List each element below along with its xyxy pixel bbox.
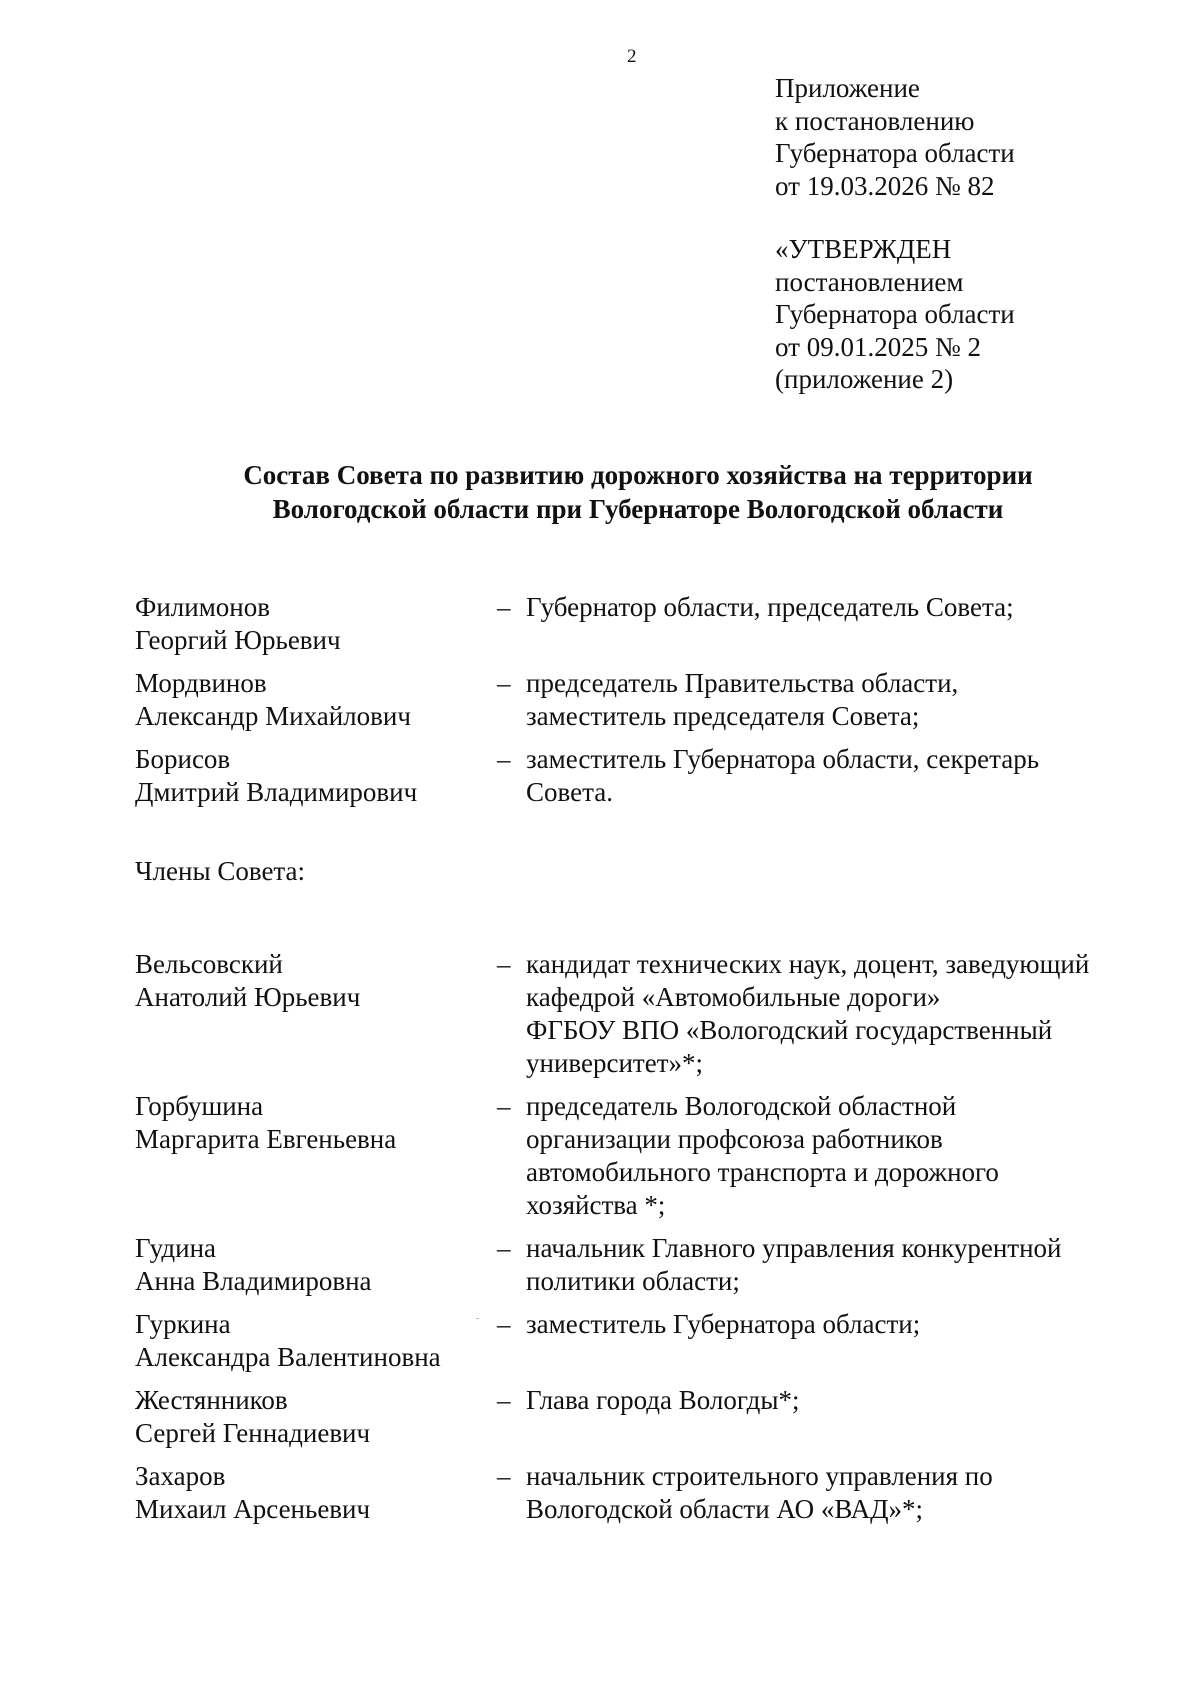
position-description: [526, 667, 1135, 733]
given-names: Михаил Арсеньевич: [135, 1494, 371, 1524]
given-names: Анна Владимировна: [135, 1266, 372, 1296]
dash-separator: –: [497, 1233, 511, 1263]
surname: Гуркина: [135, 1309, 231, 1339]
dash-separator: –: [497, 1309, 511, 1339]
document-title: [0, 458, 1200, 526]
approval-line: «УТВЕРЖДЕН: [775, 234, 952, 264]
position-line: Совета.: [526, 777, 613, 807]
approval-line: Губернатора области: [775, 299, 1015, 329]
position-line: заместитель председателя Совета;: [526, 701, 920, 731]
appendix-line: Губернатора области: [775, 138, 1015, 168]
appendix-line: от 19.03.2026 № 82: [775, 170, 995, 201]
given-names: Александра Валентиновна: [135, 1342, 441, 1372]
dash-separator: –: [497, 1461, 511, 1491]
position-description: [526, 591, 1135, 624]
appendix-line: к постановлению: [775, 105, 975, 136]
position-description: [526, 1384, 1135, 1417]
approval-line: от 09.01.2025 № 2: [775, 331, 981, 362]
position-line: председатель Правительства области,: [526, 668, 959, 698]
given-names: Маргарита Евгеньевна: [135, 1124, 397, 1154]
dash-separator: –: [497, 1091, 511, 1121]
position-line: Вологодской области АО «ВАД»*;: [526, 1494, 924, 1524]
dash-separator: –: [497, 1385, 511, 1415]
document-title-line: Состав Совета по развитию дорожного хозяйства на территории: [243, 460, 1033, 490]
dash-separator: –: [497, 949, 511, 979]
person-name: [135, 1090, 485, 1156]
appendix-line: Приложение: [775, 73, 920, 103]
position-description: [526, 743, 1135, 809]
given-names: Александр Михайлович: [135, 701, 411, 731]
dash-separator: –: [497, 668, 511, 698]
given-names: Сергей Геннадиевич: [135, 1418, 371, 1448]
position-line: хозяйства *;: [526, 1190, 666, 1220]
surname: Горбушина: [135, 1091, 264, 1121]
approval-block: [775, 233, 1015, 396]
surname: Филимонов: [135, 592, 270, 622]
given-names: Георгий Юрьевич: [135, 625, 341, 655]
appendix-block: [775, 72, 1015, 202]
person-name: [135, 1232, 485, 1298]
position-line: заместитель Губернатора области;: [526, 1309, 921, 1339]
person-name: [135, 1384, 485, 1450]
position-line: начальник строительного управления по: [526, 1461, 993, 1491]
person-name: [135, 743, 485, 809]
page-number: 2: [627, 46, 637, 67]
position-line: кандидат технических наук, доцент, заведующий: [526, 949, 1090, 979]
surname: Мордвинов: [135, 668, 267, 698]
position-description: [526, 1232, 1135, 1298]
person-name: [135, 948, 485, 1014]
position-line: политики области;: [526, 1266, 740, 1296]
position-line: университет»*;: [526, 1048, 703, 1078]
position-line: кафедрой «Автомобильные дороги»: [526, 982, 941, 1012]
position-line: председатель Вологодской областной: [526, 1091, 957, 1121]
position-description: [526, 1090, 1135, 1222]
position-description: [526, 948, 1135, 1080]
position-description: [526, 1308, 1135, 1341]
position-line: автомобильного транспорта и дорожного: [526, 1157, 999, 1187]
person-name: [135, 1308, 485, 1374]
dash-separator: –: [497, 592, 511, 622]
members-heading: Члены Совета:: [135, 856, 306, 886]
surname: Гудина: [135, 1233, 216, 1263]
person-name: [135, 1460, 485, 1526]
person-name: [135, 591, 485, 657]
approval-line: постановлением: [775, 266, 964, 297]
position-line: организации профсоюза работников: [526, 1124, 943, 1154]
position-line: заместитель Губернатора области, секретарь: [526, 744, 1040, 774]
scan-artifact: [476, 1318, 479, 1319]
position-line: начальник Главного управления конкурентной: [526, 1233, 1062, 1263]
position-line: ФГБОУ ВПО «Вологодский государственный: [526, 1015, 1053, 1045]
surname: Борисов: [135, 744, 231, 774]
person-name: [135, 667, 485, 733]
position-line: Губернатор области, председатель Совета;: [526, 592, 1014, 622]
position-description: [526, 1460, 1135, 1526]
surname: Захаров: [135, 1461, 226, 1491]
surname: Вельсовский: [135, 949, 283, 979]
document-title-line: Вологодской области при Губернаторе Вологодской области: [272, 494, 1004, 524]
position-line: Глава города Вологды*;: [526, 1385, 800, 1415]
surname: Жестянников: [135, 1385, 288, 1415]
given-names: Дмитрий Владимирович: [135, 777, 418, 807]
dash-separator: –: [497, 744, 511, 774]
given-names: Анатолий Юрьевич: [135, 982, 361, 1012]
approval-line: (приложение 2): [775, 364, 954, 394]
